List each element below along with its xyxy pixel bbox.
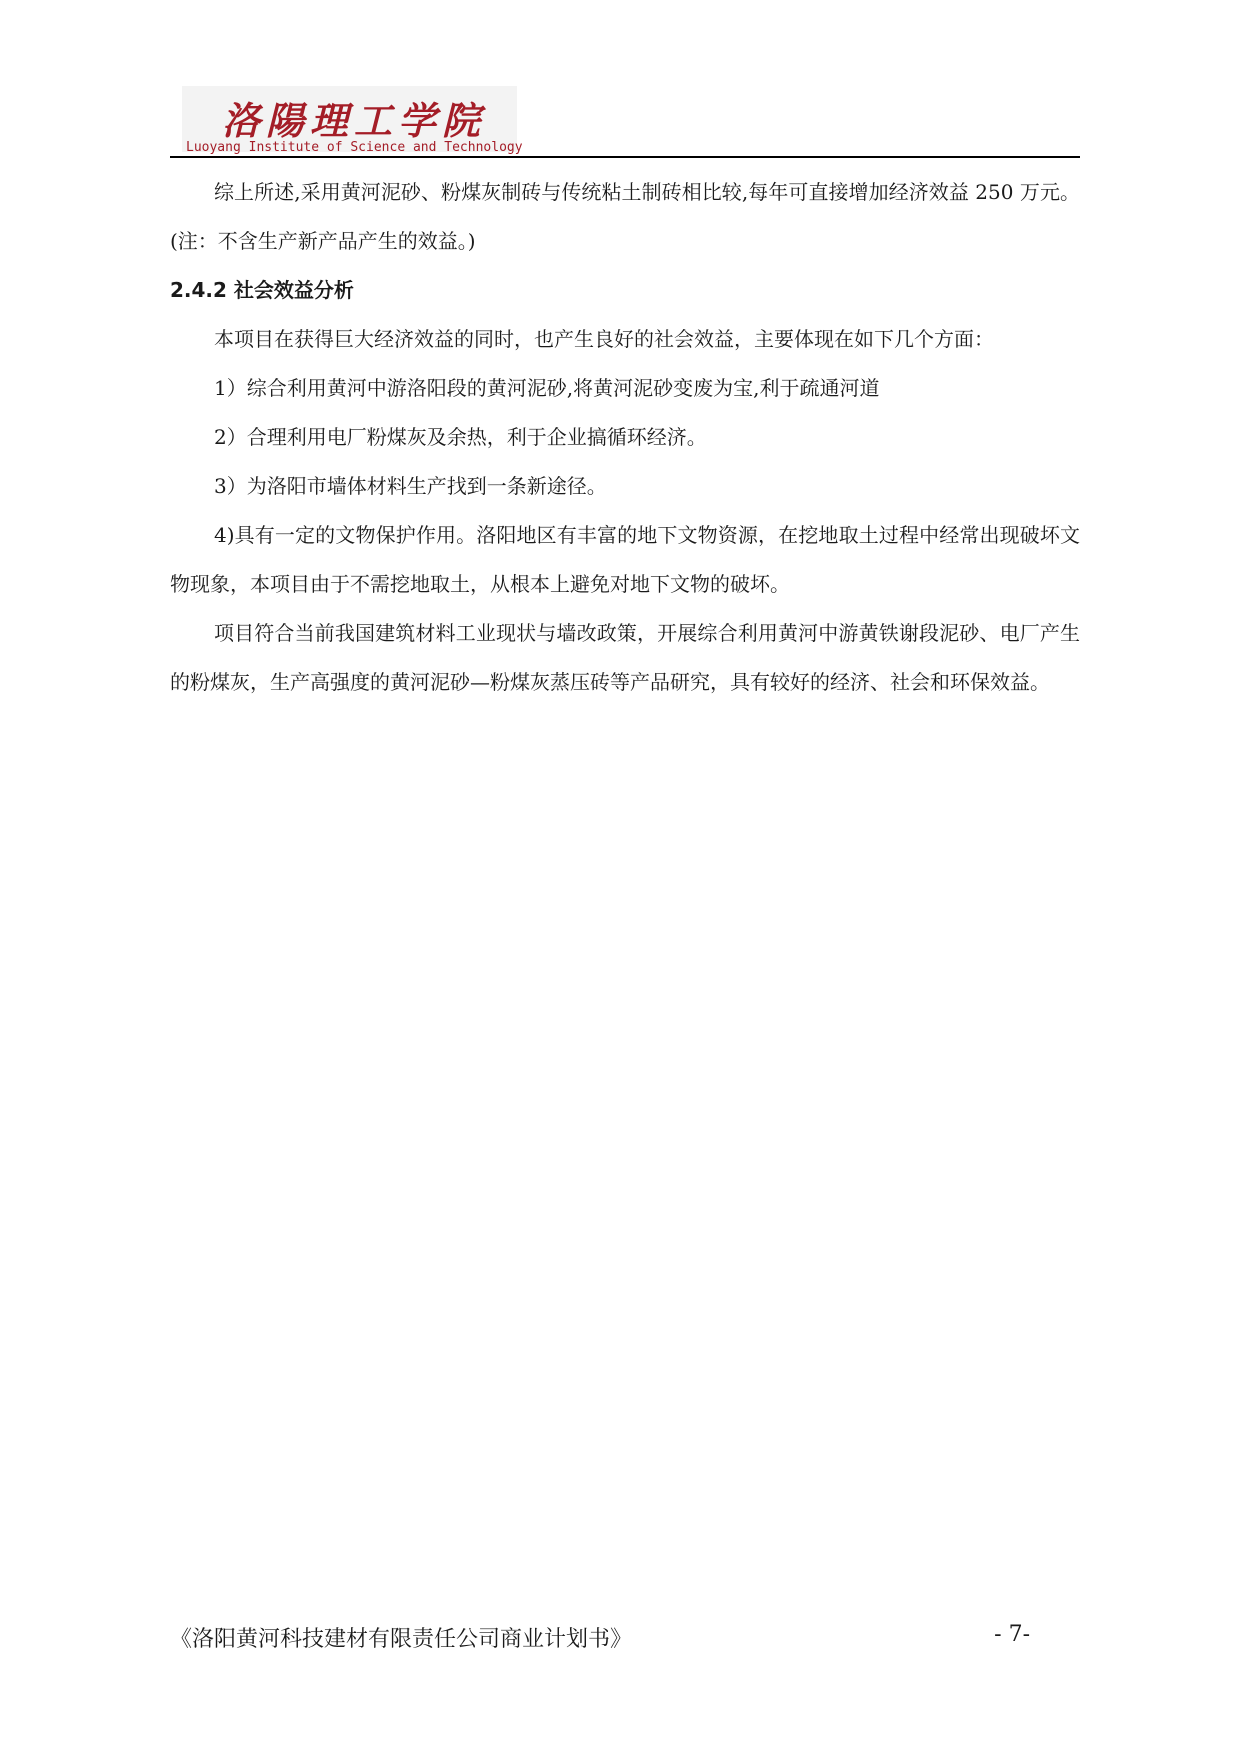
page-number: - 7- xyxy=(994,1622,1030,1647)
header-divider xyxy=(170,156,1080,158)
conclusion-paragraph: 项目符合当前我国建筑材料工业现状与墙改政策，开展综合利用黄河中游黄铁谢段泥砂、电厂产生的粉煤灰，生产高强度的黄河泥砂—粉煤灰蒸压砖等产品研究，具有较好的经济、社会和环保效益。 xyxy=(170,621,1080,694)
intro-paragraph: 本项目在获得巨大经济效益的同时，也产生良好的社会效益，主要体现在如下几个方面： xyxy=(214,327,994,351)
list-item: 1）综合利用黄河中游洛阳段的黄河泥砂,将黄河泥砂变废为宝,利于疏通河道 xyxy=(214,376,880,400)
institute-logo xyxy=(182,86,523,155)
list-item: 2）合理利用电厂粉煤灰及余热，利于企业搞循环经济。 xyxy=(214,425,707,449)
footer-document-title: 《洛阳黄河科技建材有限责任公司商业计划书》 xyxy=(170,1627,633,1652)
list-item: 4)具有一定的文物保护作用。洛阳地区有丰富的地下文物资源，在挖地取土过程中经常出现破坏文物现象，本项目由于不需挖地取土，从根本上避免对地下文物的破坏。 xyxy=(170,523,1080,596)
logo-chinese-name: 洛陽理工学院 xyxy=(222,98,487,143)
logo-english-name: Luoyang Institute of Science and Technology xyxy=(186,140,523,155)
page-header xyxy=(180,82,1080,156)
section-heading: 2.4.2 社会效益分析 xyxy=(170,278,354,302)
summary-paragraph: 综上所述,采用黄河泥砂、粉煤灰制砖与传统粘土制砖相比较,每年可直接增加经济效益 250 万元。(注：不含生产新产品产生的效益。) xyxy=(170,180,1080,253)
list-item: 3）为洛阳市墙体材料生产找到一条新途径。 xyxy=(214,474,607,498)
document-body xyxy=(170,168,1080,707)
